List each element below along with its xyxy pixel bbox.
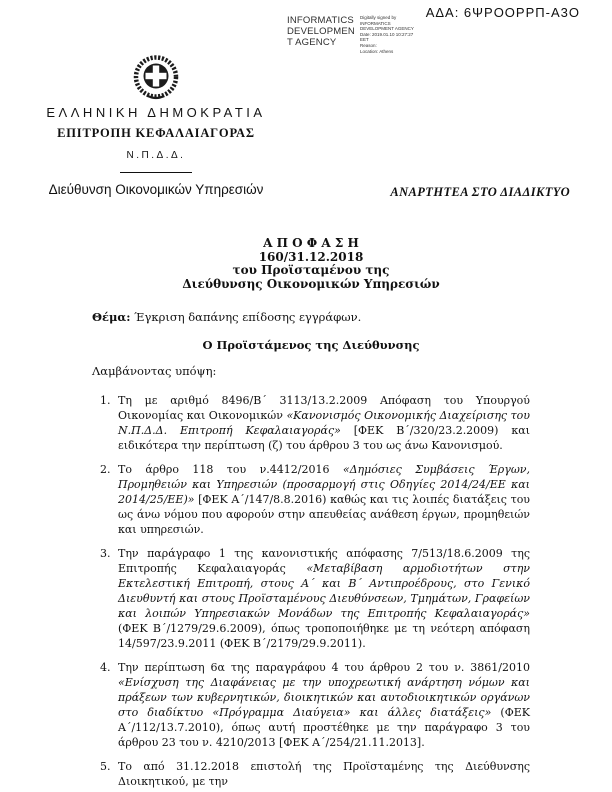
preamble-text: Λαμβάνοντας υπόψη:: [92, 364, 217, 378]
state-name: ΕΛΛΗΝΙΚΗ ΔΗΜΟΚΡΑΤΙΑ: [46, 105, 266, 120]
letterhead-divider: [120, 172, 192, 173]
legal-form: Ν.Π.Δ.Δ.: [126, 150, 186, 161]
consideration-text: Τη με αριθμό 8496/Β΄ 3113/13.2.2009 Απόφαση του Υπουργού Οικονομίας και Οικονομικών «Κανονισμός Οικονομικής Διαχείρισης του Ν.Π.Δ.Δ. Επιτροπή Κεφαλαιαγοράς» [ΦΕΚ Β΄/320/23.2.2009) και ειδικότερα την περίπτωση (ζ) του άρθρου 3 του ως άνω Κανονισμού.: [118, 394, 530, 452]
stamp-small-line: Location: Athens: [360, 48, 394, 54]
decision-number: 160/31.12.2018: [258, 249, 364, 264]
internet-posting-note: ΑΝΑΡΤΗΤΕΑ ΣΤΟ ΔΙΑΔΙΚΤΥΟ: [390, 185, 570, 199]
stamp-small-line: EET: [360, 37, 369, 43]
consideration-number: 5.: [100, 760, 111, 773]
consideration-text: Το άρθρο 118 του ν.4412/2016 «Δημόσιες Συμβάσεις Έργων, Προμηθειών και Υπηρεσιών (προσαρμογή στις Οδηγίες 2014/24/ΕΕ και 2014/25/ΕΕ)» [ΦΕΚ Α΄/147/8.8.2016) καθώς και τις λοιπές διατάξεις του ως άνω νόμου που αφορούν στην απευθείας ανάθεση έργων, προμηθειών και υπηρεσιών.: [118, 463, 530, 536]
stamp-big-line: DEVELOPMEN: [287, 26, 355, 37]
stamp-small-line: INFORMATICS: [360, 20, 391, 26]
stamp-small-line: Digitally signed by: [360, 15, 397, 20]
considerations-list: [92, 393, 530, 789]
consideration-item: [92, 546, 530, 651]
digital-signature-stamp: [287, 15, 414, 54]
stamp-small-line: Date: 2019.01.10 10:27:27: [360, 31, 414, 37]
consideration-item: [92, 462, 530, 537]
stamp-small-line: Reason:: [360, 42, 377, 48]
stamp-big-line: T AGENCY: [287, 37, 337, 48]
issuer-heading: Ο Προϊστάμενος της Διεύθυνσης: [202, 338, 420, 352]
consideration-item: [92, 393, 530, 453]
subject-label: Θέμα:: [92, 310, 131, 324]
letterhead: [35, 55, 277, 197]
decision-by-line-2: Διεύθυνσης Οικονομικών Υπηρεσιών: [182, 276, 440, 291]
decision-by-line-1: του Προϊσταμένου της: [232, 263, 390, 277]
decision-title: Α Π Ο Φ Α Σ Η: [263, 236, 359, 250]
consideration-text: Την περίπτωση 6α της παραγράφου 4 του άρθρου 2 του ν. 3861/2010 «Ενίσχυση της Διαφάνειας με την υποχρεωτική ανάρτηση νόμων και πράξεων των κυβερνητικών, διοικητικών και αυτοδιοικητικών οργάνων στο διαδίκτυο «Πρόγραμμα Διαύγεια» και άλλες διατάξεις» (ΦΕΚ Α΄/112/13.7.2010), όπως αυτή προστέθηκε με την παράγραφο 3 του άρθρου 23 του ν. 4210/2013 [ΦΕΚ Α΄/254/21.11.2013].: [118, 661, 530, 749]
consideration-number: 4.: [100, 661, 111, 674]
consideration-item: [92, 660, 530, 750]
directorate-name: Διεύθυνση Οικονομικών Υπηρεσιών: [48, 182, 264, 197]
stamp-small-line: DEVELOPMENT AGENCY: [360, 26, 414, 32]
document-body: [92, 237, 530, 792]
stamp-signer-name: [287, 15, 355, 48]
consideration-number: 1.: [100, 394, 111, 407]
authority-name: ΕΠΙΤΡΟΠΗ ΚΕΦΑΛΑΙΑΓΟΡΑΣ: [57, 126, 255, 140]
stamp-big-line: INFORMATICS: [287, 15, 354, 26]
consideration-item: [92, 759, 530, 789]
consideration-text: Την παράγραφο 1 της κανονιστικής απόφασης 7/513/18.6.2009 της Επιτροπής Κεφαλαιαγοράς «Μεταβίβαση αρμοδιοτήτων στην Εκτελεστική Επιτροπή, στους Α΄ και Β΄ Αντιπροέδρους, στο Γενικό Διευθυντή και στους Προϊσταμένους Διευθύνσεων, Τμημάτων, Γραφείων και λοιπών Υπηρεσιακών Μονάδων της Επιτροπής Κεφαλαιαγοράς» (ΦΕΚ Β΄/1279/29.6.2009), όπως τροποποιήθηκε με τη νεότερη απόφαση 14/597/23.9.2011 (ΦΕΚ Β΄/2179/29.9.2011).: [118, 547, 530, 650]
ada-code: ΑΔΑ: 6ΨΡΟΟΡΡΠ-Α3Ο: [425, 5, 580, 20]
stamp-signature-details: [360, 15, 414, 54]
decision-title-block: [92, 237, 530, 291]
greek-coat-of-arms-icon: [132, 55, 180, 101]
subject-line: [92, 310, 530, 324]
subject-text: Έγκριση δαπάνης επίδοσης εγγράφων.: [130, 310, 362, 324]
consideration-number: 3.: [100, 547, 111, 560]
consideration-text: Το από 31.12.2018 επιστολή της Προϊσταμένης της Διεύθυνσης Διοικητικού, με την: [118, 760, 530, 788]
consideration-number: 2.: [100, 463, 111, 476]
